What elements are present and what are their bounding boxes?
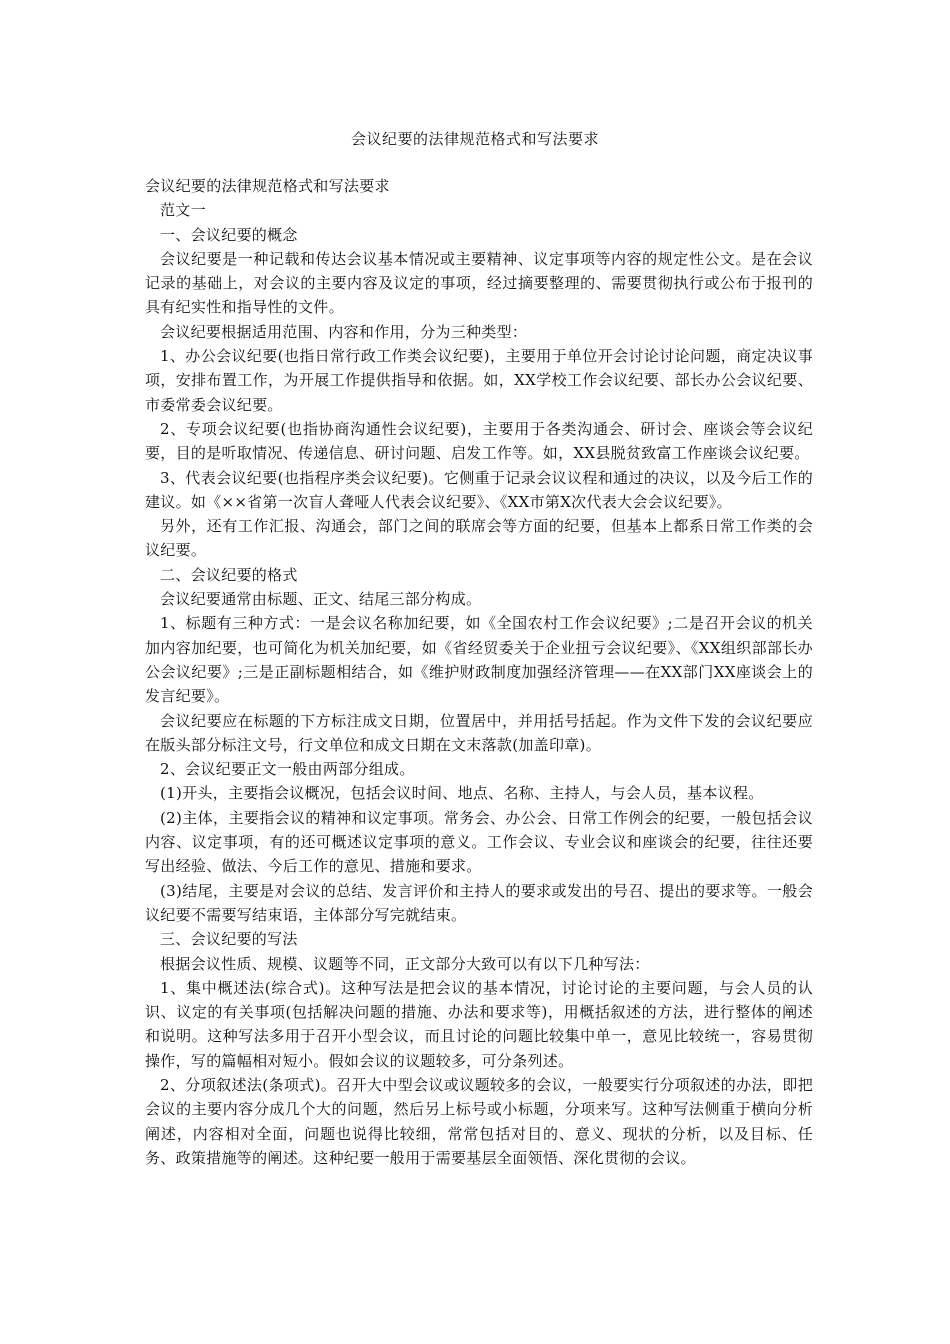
paragraph-sample-label: 范文一 xyxy=(160,201,206,220)
paragraph: 2、专项会议纪要(也指协商沟通性会议纪要)，主要用于各类沟通会、研讨会、座谈会等会议纪要，目的是听取情况、传递信息、研讨问题、启发工作等。如，XX县脱贫致富工作座谈会议纪要。 xyxy=(145,419,813,463)
section-heading-concept: 一、会议纪要的概念 xyxy=(160,225,298,244)
paragraph: 1、办公会议纪要(也指日常行政工作类会议纪要)，主要用于单位开会讨论讨论问题，商定决议事项，安排布置工作，为开展工作提供指导和依据。如，XX学校工作会议纪要、部长办公会议纪要、市委常委会议纪要。 xyxy=(145,347,813,414)
paragraph: 会议纪要通常由标题、正文、结尾三部分构成。 xyxy=(160,590,482,609)
section-heading-writing: 三、会议纪要的写法 xyxy=(160,930,298,949)
body-heading: 会议纪要的法律规范格式和写法要求 xyxy=(145,177,390,195)
paragraph: (3)结尾，主要是对会议的总结、发言评价和主持人的要求或发出的号召、提出的要求等。一般会议纪要不需要写结束语，主体部分写完就结束。 xyxy=(145,881,813,924)
document-body xyxy=(145,174,813,1170)
paragraph: 另外，还有工作汇报、沟通会，部门之间的联席会等方面的纪要，但基本上都系日常工作类的会议纪要。 xyxy=(145,517,813,560)
paragraph: (2)主体，主要指会议的精神和议定事项。常务会、办公会、日常工作例会的纪要，一般包括会议内容、议定事项，有的还可概述议定事项的意义。工作会议、专业会议和座谈会的纪要，往往还要写出经验、做法、今后工作的意见、措施和要求。 xyxy=(145,808,813,876)
paragraph: 3、代表会议纪要(也指程序类会议纪要)。它侧重于记录会议议程和通过的决议，以及今后工作的建议。如《××省第一次盲人聋哑人代表会议纪要》、《XX市第X次代表大会会议纪要》。 xyxy=(145,468,813,511)
document-title: 会议纪要的法律规范格式和写法要求 xyxy=(350,130,599,148)
paragraph: 根据会议性质、规模、议题等不同，正文部分大致可以有以下几种写法： xyxy=(160,954,650,973)
paragraph: 1、集中概述法(综合式)。这种写法是把会议的基本情况，讨论讨论的主要问题，与会人员的认识、议定的有关事项(包括解决问题的措施、办法和要求等)，用概括叙述的方法，进行整体的阐述和说明。这种写法多用于召开小型会议，而且讨论的问题比较集中单一，意见比较统一，容易贯彻操作，写的篇幅相对短小。假如会议的议题较多，可分条列述。 xyxy=(145,978,813,1070)
paragraph: 2、会议纪要正文一般由两部分组成。 xyxy=(160,760,415,779)
paragraph: (1)开头，主要指会议概况，包括会议时间、地点、名称、主持人，与会人员，基本议程。 xyxy=(160,784,764,803)
paragraph: 1、标题有三种方式：一是会议名称加纪要，如《全国农村工作会议纪要》;二是召开会议的机关加内容加纪要，也可简化为机关加纪要，如《省经贸委关于企业扭亏会议纪要》、《XX组织部部长办公会议纪要》;三是正副标题相结合，如《维护财政制度加强经济管理——在XX部门XX座谈会上的发言纪要》。 xyxy=(145,614,813,706)
paragraph: 会议纪要应在标题的下方标注成文日期，位置居中，并用括号括起。作为文件下发的会议纪要应在版头部分标注文号，行文单位和成文日期在文末落款(加盖印章)。 xyxy=(145,711,813,754)
paragraph: 会议纪要是一种记载和传达会议基本情况或主要精神、议定事项等内容的规定性公文。是在会议记录的基础上，对会议的主要内容及议定的事项，经过摘要整理的、需要贯彻执行或公布于报刊的具有纪实性和指导性的文件。 xyxy=(145,249,813,317)
section-heading-format: 二、会议纪要的格式 xyxy=(160,565,298,584)
paragraph: 会议纪要根据适用范围、内容和作用，分为三种类型： xyxy=(160,322,528,341)
paragraph: 2、分项叙述法(条项式)。召开大中型会议或议题较多的会议，一般要实行分项叙述的办法，即把会议的主要内容分成几个大的问题，然后另上标号或小标题，分项来写。这种写法侧重于横向分析阐述，内容相对全面，问题也说得比较细，常常包括对目的、意义、现状的分析，以及目标、任务、政策措施等的阐述。这种纪要一般用于需要基层全面领悟、深化贯彻的会议。 xyxy=(145,1075,813,1167)
